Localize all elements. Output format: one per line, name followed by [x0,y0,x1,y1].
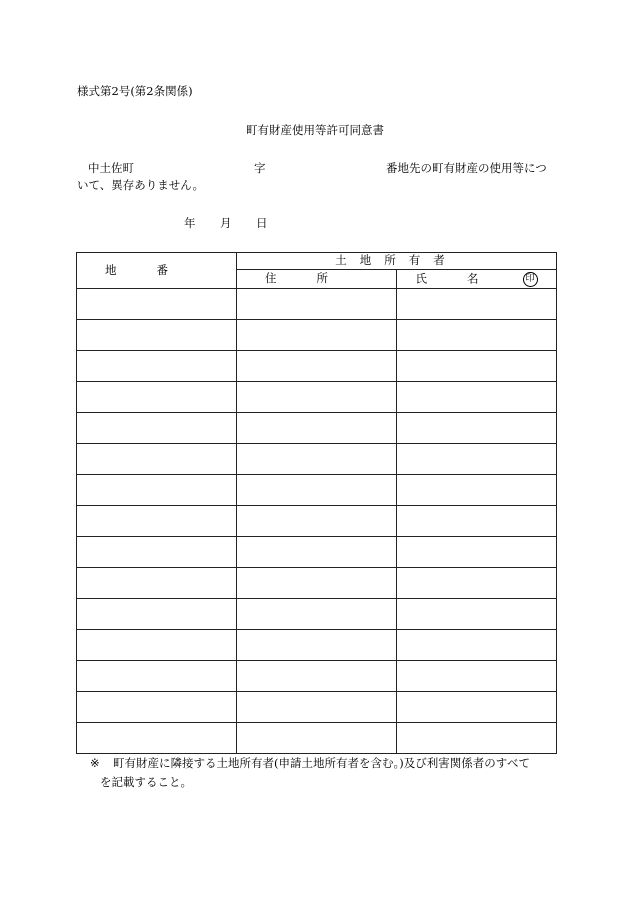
lot-number-cell[interactable] [77,661,237,692]
consent-statement-continued: いて、異存ありません。 [77,178,204,192]
lot-number-cell[interactable] [77,351,237,382]
table-row [77,661,557,692]
address-cell[interactable] [237,289,397,320]
name-cell[interactable] [397,692,557,723]
note-text: 町有財産に隣接する土地所有者(申請土地所有者を含む。)及び利害関係者のすべて [113,756,530,770]
name-header: 氏名 印 [397,270,557,289]
date-month-label: 月 [220,216,232,230]
note-text-continued: を記載すること。 [100,775,192,789]
document-title: 町有財産使用等許可同意書 [246,123,384,137]
table-row [77,537,557,568]
date-day-label: 日 [256,216,268,230]
name-cell[interactable] [397,413,557,444]
name-cell[interactable] [397,630,557,661]
address-cell[interactable] [237,382,397,413]
address-cell[interactable] [237,320,397,351]
table-row [77,568,557,599]
landowner-table [76,252,557,754]
lot-number-cell[interactable] [77,413,237,444]
name-cell[interactable] [397,351,557,382]
address-cell[interactable] [237,537,397,568]
lot-number-cell[interactable] [77,289,237,320]
table-row [77,506,557,537]
lot-number-cell[interactable] [77,692,237,723]
address-cell[interactable] [237,692,397,723]
table-row [77,351,557,382]
note-mark: ※ [90,756,100,770]
name-cell[interactable] [397,289,557,320]
name-cell[interactable] [397,506,557,537]
address-cell[interactable] [237,723,397,754]
lot-number-cell[interactable] [77,630,237,661]
lot-number-cell[interactable] [77,382,237,413]
table-row [77,382,557,413]
table-row [77,289,557,320]
address-cell[interactable] [237,506,397,537]
table-row [77,630,557,661]
seal-mark: 印 [523,272,538,287]
form-number: 様式第2号(第2条関係) [77,84,193,98]
lot-number-cell[interactable] [77,599,237,630]
table-row [77,444,557,475]
address-cell[interactable] [237,630,397,661]
name-cell[interactable] [397,599,557,630]
lot-number-cell[interactable] [77,320,237,351]
name-cell[interactable] [397,475,557,506]
address-cell[interactable] [237,599,397,630]
table-row [77,413,557,444]
name-cell[interactable] [397,723,557,754]
address-cell[interactable] [237,475,397,506]
lot-number-cell[interactable] [77,568,237,599]
lot-number-cell[interactable] [77,475,237,506]
table-row [77,599,557,630]
town-name: 中土佐町 [88,161,134,175]
aza-label: 字 [254,161,266,175]
lot-number-header: 地番 [77,253,237,289]
table-row [77,320,557,351]
name-cell[interactable] [397,661,557,692]
landowner-header: 土地所有者 [237,253,557,270]
table-row [77,692,557,723]
lot-number-cell[interactable] [77,444,237,475]
consent-statement: 番地先の町有財産の使用等につ [386,161,547,175]
lot-number-cell[interactable] [77,506,237,537]
name-cell[interactable] [397,568,557,599]
lot-number-cell[interactable] [77,723,237,754]
name-cell[interactable] [397,320,557,351]
name-cell[interactable] [397,537,557,568]
table-row [77,723,557,754]
name-cell[interactable] [397,382,557,413]
name-cell[interactable] [397,444,557,475]
address-header: 住所 [237,270,397,289]
address-cell[interactable] [237,661,397,692]
address-cell[interactable] [237,413,397,444]
address-cell[interactable] [237,351,397,382]
address-cell[interactable] [237,568,397,599]
lot-number-cell[interactable] [77,537,237,568]
table-row [77,475,557,506]
address-cell[interactable] [237,444,397,475]
date-year-label: 年 [184,216,196,230]
